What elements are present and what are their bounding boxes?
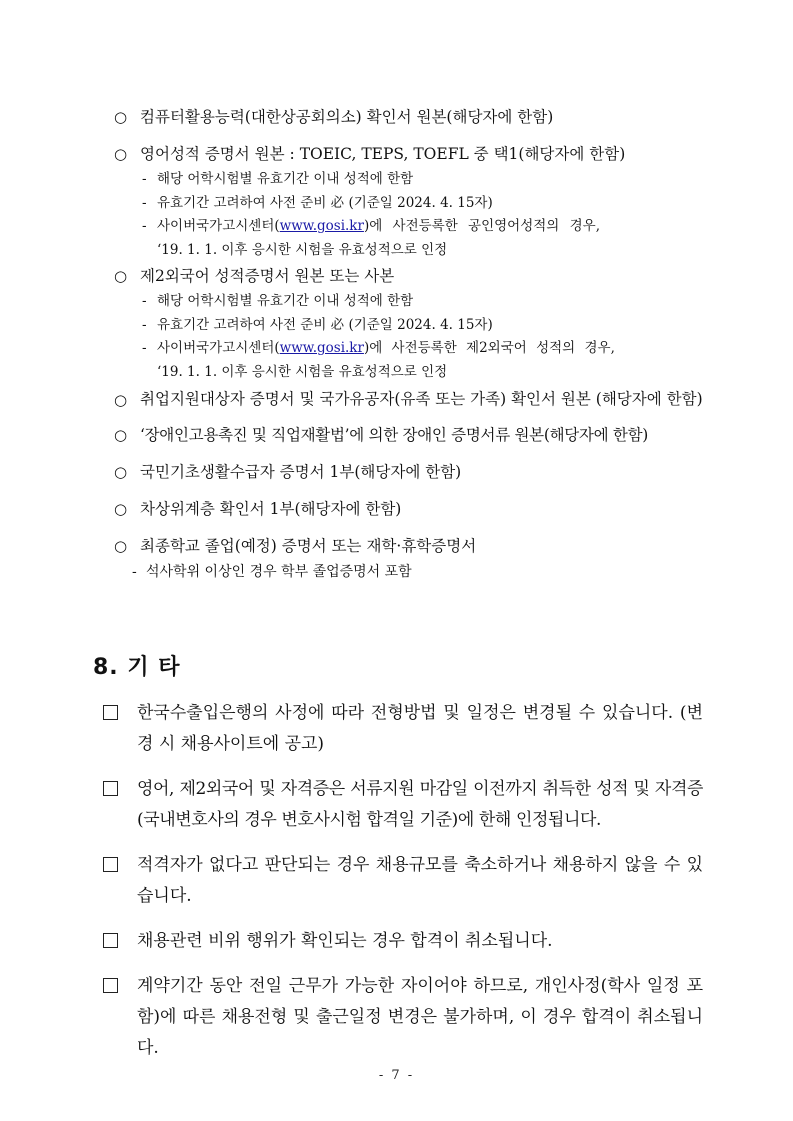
note-item xyxy=(103,926,703,957)
note-text: 한국수출입은행의 사정에 따라 전형방법 및 일정은 변경될 수 있습니다. (변경 시 채용사이트에 공고) xyxy=(137,703,703,754)
list-item xyxy=(114,421,704,449)
sub-item: - 유효기간 고려하여 사전 준비 必 (기준일 2024. 4. 15자) xyxy=(142,194,493,211)
item-text: 차상위계층 확인서 1부(해당자에 한함) xyxy=(140,500,402,518)
circle-bullet: ○ xyxy=(114,145,128,163)
note-item xyxy=(103,971,703,1064)
list-item xyxy=(114,386,704,412)
section-title: 8. 기 타 xyxy=(93,655,181,680)
note-item xyxy=(103,698,703,760)
gosi-link[interactable]: www.gosi.kr xyxy=(279,340,364,356)
circle-bullet: ○ xyxy=(114,426,128,444)
sub-item: - 해당 어학시험별 유효기간 이내 성적에 한함 xyxy=(142,171,414,187)
item-text: 최종학교 졸업(예정) 증명서 또는 재학·휴학증명서 xyxy=(140,537,477,555)
circle-bullet: ○ xyxy=(114,500,128,518)
sub-item: - 석사학위 이상인 경우 학부 졸업증명서 포함 xyxy=(132,564,412,580)
sub-list xyxy=(140,290,704,384)
sub-item-continuation: ‘19. 1. 1. 이후 응시한 시험을 유효성적으로 인정 xyxy=(157,363,448,380)
sub-item: - 사이버국가고시센터(www.gosi.kr)에 사전등록한 제2외국어 성적의 경우, xyxy=(142,340,615,356)
square-bullet-icon xyxy=(103,705,118,720)
square-bullet-icon xyxy=(103,857,118,872)
item-text: 컴퓨터활용능력(대한상공회의소) 확인서 원본(해당자에 한함) xyxy=(140,108,554,126)
circle-bullet: ○ xyxy=(114,391,128,409)
circle-bullet: ○ xyxy=(114,267,128,285)
circle-bullet: ○ xyxy=(114,463,128,481)
item-text: 국민기초생활수급자 증명서 1부(해당자에 한함) xyxy=(140,463,462,481)
item-text: 취업지원대상자 증명서 및 국가유공자(유족 또는 가족) 확인서 원본 (해당자에 한함) xyxy=(140,390,703,408)
sub-item: - 해당 어학시험별 유효기간 이내 성적에 한함 xyxy=(142,293,414,309)
notes-list xyxy=(103,698,703,1064)
note-text: 적격자가 없다고 판단되는 경우 채용규모를 축소하거나 채용하지 않을 수 있습니다. xyxy=(137,855,703,906)
square-bullet-icon xyxy=(103,933,118,948)
required-documents-list xyxy=(114,103,704,584)
list-item xyxy=(114,532,704,584)
list-item xyxy=(114,140,704,262)
note-item xyxy=(103,774,703,836)
item-text: 제2외국어 성적증명서 원본 또는 사본 xyxy=(140,267,395,285)
sub-item: - 유효기간 고려하여 사전 준비 必 (기준일 2024. 4. 15자) xyxy=(142,316,493,333)
list-item xyxy=(114,103,704,131)
note-text: 채용관련 비위 행위가 확인되는 경우 합격이 취소됩니다. xyxy=(137,931,553,951)
page-number: - 7 - xyxy=(378,1068,415,1083)
gosi-link[interactable]: www.gosi.kr xyxy=(279,218,364,234)
note-text: 영어, 제2외국어 및 자격증은 서류지원 마감일 이전까지 취득한 성적 및 자격증(국내변호사의 경우 변호사시험 합격일 기준)에 한해 인정됩니다. xyxy=(137,779,703,830)
circle-bullet: ○ xyxy=(114,537,128,555)
sub-item: - 사이버국가고시센터(www.gosi.kr)에 사전등록한 공인영어성적의 경우, xyxy=(142,218,600,234)
square-bullet-icon xyxy=(103,978,118,993)
note-item xyxy=(103,850,703,912)
note-text: 계약기간 동안 전일 근무가 가능한 자이어야 하므로, 개인사정(학사 일정 포함)에 따른 채용전형 및 출근일정 변경은 불가하며, 이 경우 합격이 취소됩니다. xyxy=(137,976,703,1058)
sub-list xyxy=(140,168,704,262)
sub-item-continuation: ‘19. 1. 1. 이후 응시한 시험을 유효성적으로 인정 xyxy=(157,241,448,258)
circle-bullet: ○ xyxy=(114,108,128,126)
item-text: ‘장애인고용촉진 및 직업재활법’에 의한 장애인 증명서류 원본(해당자에 한함) xyxy=(140,426,649,444)
list-item xyxy=(114,458,704,486)
list-item xyxy=(114,495,704,523)
square-bullet-icon xyxy=(103,781,118,796)
item-text: 영어성적 증명서 원본 : TOEIC, TEPS, TOEFL 중 택1(해당자에 한함) xyxy=(140,145,626,163)
list-item xyxy=(114,262,704,384)
